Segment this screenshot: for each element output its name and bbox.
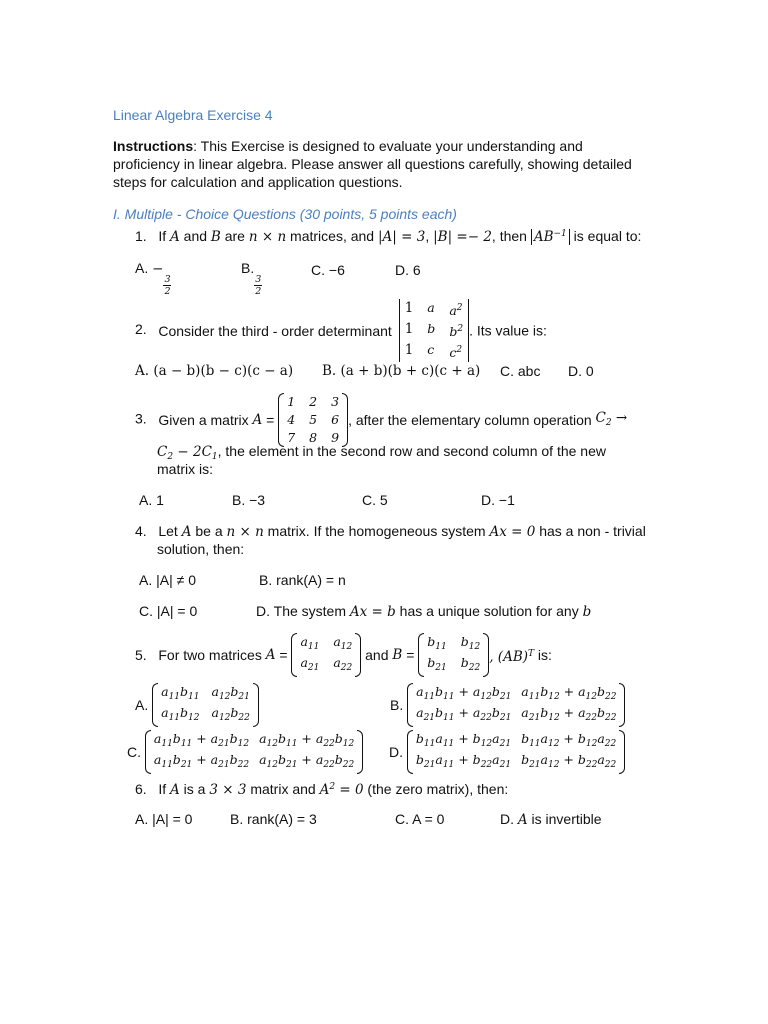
q4-option-c[interactable]: C. |A| = 0 bbox=[139, 603, 198, 619]
question-3: 3. Given a matrix A = 1 2 3 4 5 6 7 8 9 , after the elementary column operation $C_2$ → bbox=[135, 394, 628, 445]
q3-option-a[interactable]: A. 1 bbox=[139, 492, 164, 508]
q3-line-2: $C_2 - 2C_1$, the element in the second row and second column of the new bbox=[157, 443, 606, 462]
q5-option-d[interactable]: D. $b_{11}a_{11} + b_{12}a_{21}$ $b_{11}a_{12} + b_{12}a_{22}$ $b_{21}a_{11} + b_{22}a_{21}$ $b_{21}a_{12} + b_{22}a_{22}$ bbox=[389, 730, 625, 774]
q2-option-a[interactable]: A. (a − b)(b − c)(c − a) bbox=[135, 363, 294, 379]
q6-option-a[interactable]: A. |A| = 0 bbox=[135, 811, 193, 827]
q5-option-b[interactable]: B. $a_{11}b_{11} + a_{12}b_{21}$ $a_{11}b_{12} + a_{12}b_{22}$ $a_{21}b_{11} + a_{22}b_{21}$ $a_{21}b_{12} + a_{22}b_{22}$ bbox=[390, 683, 625, 727]
q1-option-c[interactable]: C. −6 bbox=[311, 262, 345, 278]
question-2: 2. Consider the third - order determinant 1 a $a^2$ 1 b $b^2$ 1 c $c^2$ . Its value is: bbox=[135, 300, 547, 360]
document-title: Linear Algebra Exercise 4 bbox=[113, 107, 273, 123]
matrix-a: 1 2 3 4 5 6 7 8 9 bbox=[278, 393, 348, 447]
q1-option-d[interactable]: D. 6 bbox=[395, 262, 421, 278]
q3-option-c[interactable]: C. 5 bbox=[362, 492, 388, 508]
q1-option-a[interactable]: A. − $\frac{3}{2}$ bbox=[135, 260, 171, 297]
q6-option-b[interactable]: B. rank(A) = 3 bbox=[230, 811, 317, 827]
instructions-label: Instructions bbox=[113, 138, 194, 154]
q1-option-b[interactable]: B. $\frac{3}{2}$ bbox=[241, 260, 262, 297]
instructions-line-3: steps for calculation and application questions. bbox=[113, 174, 403, 190]
matrix-a-2x2: $a_{11}$ $a_{12}$ $a_{21}$ $a_{22}$ bbox=[291, 633, 361, 677]
q4-option-b[interactable]: B. rank(A) = n bbox=[259, 572, 346, 588]
q4-option-a[interactable]: A. |A| ≠ 0 bbox=[139, 572, 196, 588]
q5-option-a[interactable]: A. $a_{11}b_{11}$ $a_{12}b_{21}$ $a_{11}b_{12}$ $a_{12}b_{22}$ bbox=[135, 683, 259, 727]
section-heading: I. Multiple - Choice Questions (30 points, 5 points each) bbox=[113, 206, 457, 222]
q3-line-3: matrix is: bbox=[157, 461, 213, 477]
instructions-line-1 bbox=[113, 137, 583, 155]
q3-option-b[interactable]: B. −3 bbox=[232, 492, 266, 508]
matrix-b-2x2: $b_{11}$ $b_{12}$ $b_{21}$ $b_{22}$ bbox=[418, 633, 489, 677]
q4-option-d[interactable]: D. The system Ax = b has a unique solution for any b bbox=[256, 603, 592, 620]
q6-option-c[interactable]: C. A = 0 bbox=[395, 811, 445, 827]
question-5: 5. For two matrices A = $a_{11}$ $a_{12}$ $a_{21}$ $a_{22}$ and B = $b_{11}$ $b_{12}$ $b_{21}$ $b_{22}$ , (AB)$^T$ is: bbox=[135, 633, 552, 677]
q2-option-d[interactable]: D. 0 bbox=[568, 363, 594, 379]
q2-option-c[interactable]: C. abc bbox=[500, 363, 541, 379]
q3-option-d[interactable]: D. −1 bbox=[481, 492, 515, 508]
instructions-text-1: : This Exercise is designed to evaluate your understanding and bbox=[193, 138, 583, 154]
question-4: 4. Let A be a n × n matrix. If the homogeneous system Ax = 0 has a non - trivial bbox=[135, 523, 646, 540]
determinant: 1 a $a^2$ 1 b $b^2$ 1 c $c^2$ bbox=[399, 299, 469, 362]
question-number: 1. bbox=[135, 228, 147, 244]
q2-option-b[interactable]: B. (a + b)(b + c)(c + a) bbox=[322, 363, 481, 379]
question-1: 1. If A and B are n × n matrices, and |A| = 3, |B| =− 2, then $AB^{-1}$ is equal to: bbox=[135, 228, 642, 245]
q5-option-c[interactable]: C. $a_{11}b_{11} + a_{21}b_{12}$ $a_{12}b_{11} + a_{22}b_{12}$ $a_{11}b_{21} + a_{21}b_{22}$ $a_{12}b_{21} + a_{22}b_{22}$ bbox=[127, 730, 363, 774]
instructions-line-2: proficiency in linear algebra. Please answer all questions carefully, showing detailed bbox=[113, 156, 632, 172]
q4-line-2: solution, then: bbox=[157, 541, 245, 557]
q6-option-d[interactable]: D. A is invertible bbox=[500, 811, 602, 828]
question-6: 6. If A is a 3 × 3 matrix and $A^2 = 0$ (the zero matrix), then: bbox=[135, 781, 509, 798]
